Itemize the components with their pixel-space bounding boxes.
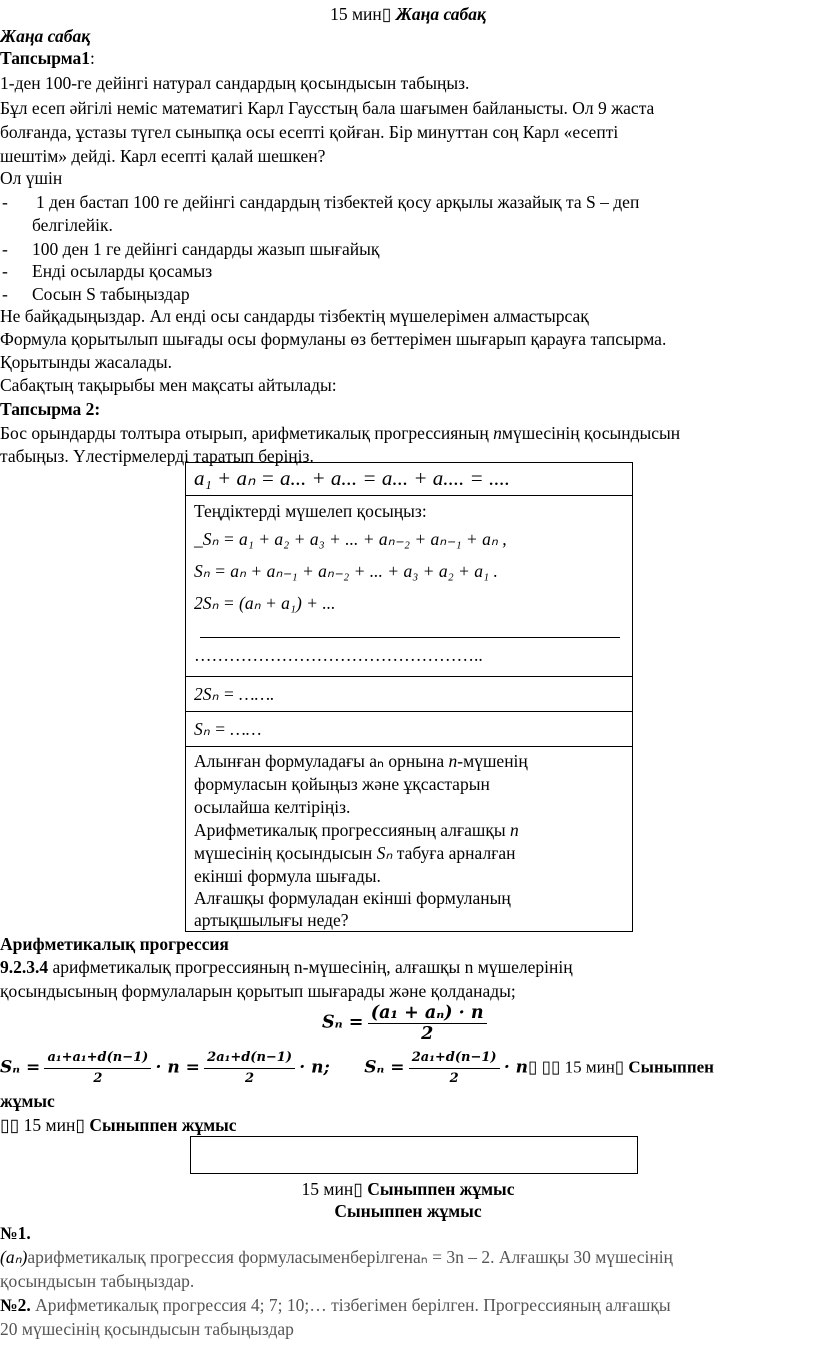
arith-desc-2: қосындысының формулаларын қорытып шығарады және қолданады; bbox=[0, 981, 516, 1001]
task1-colon: : bbox=[90, 48, 95, 68]
table-row-1 bbox=[185, 462, 633, 496]
row5-line-6: екінші формула шығады. bbox=[194, 866, 381, 886]
missing-glyph-icon: ▯ bbox=[381, 4, 392, 24]
section-title: Жаңа сабақ bbox=[0, 26, 91, 46]
problem-1-line-2: қосындысын табыңыздар. bbox=[0, 1271, 195, 1291]
arith-tail-2: жұмыс bbox=[0, 1091, 55, 1111]
missing-glyph-icon: ▯ bbox=[353, 1179, 363, 1199]
bullet-1: - 1 ден бастап 100 ге дейінгі сандардың тізбектей қосу арқылы жазайық та S – деп bbox=[2, 192, 640, 212]
missing-glyph-icon: ▯ bbox=[614, 1057, 625, 1077]
task2-line-2: табыңыз. Үлестірмелерді таратып беріңіз. bbox=[0, 446, 314, 466]
row5-line-2: формуласын қойыңыз және ұқсастарын bbox=[194, 774, 490, 794]
header-title: Жаңа сабақ bbox=[395, 4, 486, 24]
after-line-4: Сабақтың тақырыбы мен мақсаты айтылады: bbox=[0, 375, 337, 395]
task1-line-4: шештім» дейді. Карл есепті қалай шешкен? bbox=[0, 146, 326, 166]
bullet-3: - Енді осыларды қосамыз bbox=[2, 261, 213, 281]
row2-eq-3: 2Sₙ = (aₙ + a₁) + ... bbox=[194, 593, 336, 613]
row4-text: Sₙ = …… bbox=[194, 719, 262, 739]
center-heading-1: 15 мин▯ Сыныппен жұмыс bbox=[301, 1179, 515, 1199]
after-line-3: Қорытынды жасалады. bbox=[0, 352, 173, 372]
blank-line bbox=[200, 637, 620, 638]
missing-glyph-icon: ▯ bbox=[75, 1115, 85, 1135]
table-row-4 bbox=[185, 711, 633, 747]
table-row-5 bbox=[185, 746, 633, 932]
table-row-3 bbox=[185, 676, 633, 712]
missing-glyph-icon: ▯▯ bbox=[0, 1115, 20, 1135]
arith-desc-1: 9.2.3.4 арифметикалық прогрессияның n-мүшесінің, алғашқы n мүшелерінің bbox=[0, 957, 573, 977]
formula-row-2: Sₙ = $\frac{\text{a₁+a₁+d(n−1)}}{2}$ · n = $\frac{\text{2a₁+d(n−1)}}{2}$ · n; Sₙ = $\frac{\text{2a₁+d(n−1)}}{2}$ · n▯ ▯▯ 15 мин▯ Сыныппен bbox=[0, 1050, 714, 1086]
problem-2-line-1: №2. Арифметикалық прогрессия 4; 7; 10;… тізбегімен берілген. Прогрессияның алғашқы bbox=[0, 1295, 671, 1315]
task1-line-1: 1-ден 100-ге дейінгі натурал сандардың қосындысын табыңыз. bbox=[0, 73, 470, 93]
task2-label: Тапсырма 2: bbox=[0, 399, 101, 419]
row5-line-3: осылайша келтіріңіз. bbox=[194, 797, 351, 817]
row5-line-4: Арифметикалық прогрессияның алғашқы n bbox=[194, 820, 519, 840]
page-header bbox=[0, 3, 816, 25]
task1-line-5: Ол үшін bbox=[0, 168, 63, 188]
bullet-2: - 100 ден 1 ге дейінгі сандарды жазып шығайық bbox=[2, 239, 380, 259]
table-row-2 bbox=[185, 495, 633, 677]
problem-1-label: №1. bbox=[0, 1223, 31, 1243]
row5-line-5: мүшесінің қосындысын Sₙ табуға арналған bbox=[194, 843, 516, 863]
missing-glyph-icon: ▯▯ bbox=[541, 1057, 561, 1077]
row5-line-8: артықшылығы неде? bbox=[194, 910, 349, 930]
formula-1: Sₙ = $\frac{\text{(a₁ + aₙ) · n}}{2}$ bbox=[322, 1003, 487, 1044]
row5-line-7: Алғашқы формуладан екінші формуланың bbox=[194, 888, 511, 908]
task2-line-1: Бос орындарды толтыра отырып, арифметикалық прогрессияның nмүшесінің қосындысын bbox=[0, 423, 681, 443]
problem-1-line-1: (aₙ)арифметикалық прогрессия формуласыменберілгенаₙ = 3n – 2. Алғашқы 30 мүшесінің bbox=[0, 1247, 673, 1267]
after-line-1: Не байқадыңыздар. Ал енді осы сандарды тізбектің мүшелерімен алмастырсақ bbox=[0, 306, 589, 326]
row2-dots: ………………………………………….. bbox=[194, 645, 483, 665]
task1-label: Тапсырма1 bbox=[0, 48, 91, 68]
header-time: 15 мин bbox=[330, 4, 382, 24]
bullet-4: - Сосын S табыңыздар bbox=[2, 284, 190, 304]
task1-line-3: болғанда, ұстазы түгел сыныпқа осы есепті қойған. Бір минуттан соң Карл «есепті bbox=[0, 122, 619, 142]
row2-eq-2: Sₙ = aₙ + aₙ₋₁ + aₙ₋₂ + ... + a₃ + a₂ + a₁ . bbox=[194, 561, 498, 581]
task1-heading bbox=[0, 47, 95, 69]
center-heading-2: Сыныппен жұмыс bbox=[334, 1201, 482, 1221]
row3-text: 2Sₙ = ……. bbox=[194, 684, 275, 704]
row2-title: Теңдіктерді мүшелеп қосыңыз: bbox=[194, 501, 427, 521]
row5-line-1: Алынған формуладағы aₙ орнына n-мүшенің bbox=[194, 751, 528, 771]
after-line-2: Формула қорытылып шығады осы формуланы өз беттерімен шығарып қарауға тапсырма. bbox=[0, 329, 667, 349]
row1-equation: a₁ + aₙ = a... + a... = a... + a.... = .... bbox=[194, 466, 510, 490]
problem-2-line-2: 20 мүшесінің қосындысын табыңыздар bbox=[0, 1319, 294, 1339]
task1-line-2: Бұл есеп әйгілі неміс математигі Карл Гаусстың бала шағымен байланысты. Ол 9 жаста bbox=[0, 98, 655, 118]
empty-box bbox=[190, 1136, 638, 1174]
arith-title: Арифметикалық прогрессия bbox=[0, 934, 229, 954]
row2-eq-1: _Sₙ = a₁ + a₂ + a₃ + ... + aₙ₋₂ + aₙ₋₁ + aₙ , bbox=[194, 529, 507, 549]
missing-glyph-icon: ▯ bbox=[528, 1057, 538, 1077]
class-work-line: ▯▯ 15 мин▯ Сыныппен жұмыс bbox=[0, 1115, 237, 1135]
bullet-1-cont: белгілейік. bbox=[32, 215, 113, 235]
